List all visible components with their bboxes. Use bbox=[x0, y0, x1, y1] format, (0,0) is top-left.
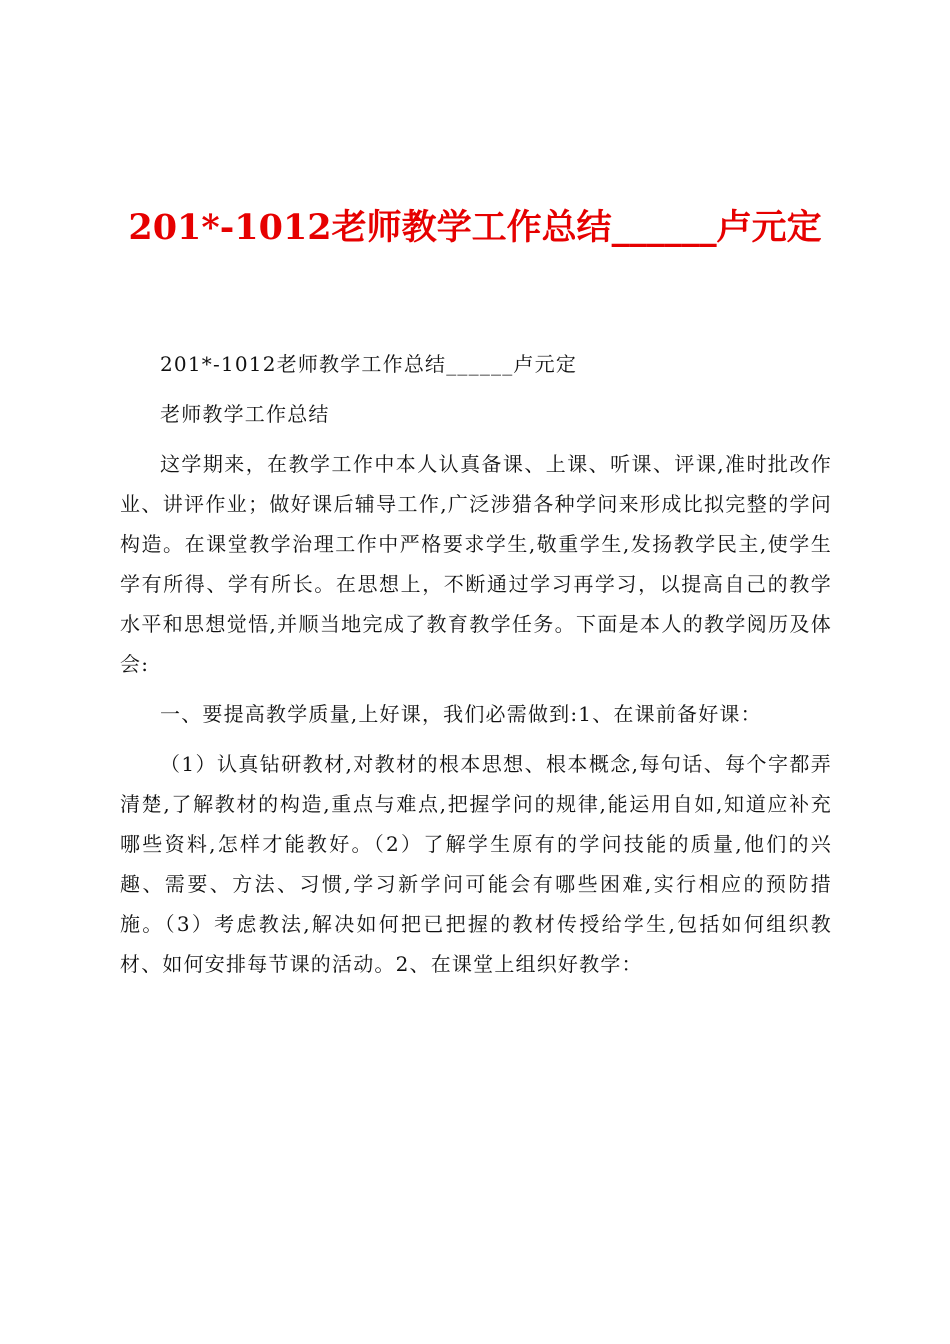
document-body bbox=[120, 344, 832, 994]
intro-paragraph: 这学期来，在教学工作中本人认真备课、上课、听课、评课,准时批改作业、讲评作业；做好课后辅导工作,广泛涉猎各种学问来形成比拟完整的学问构造。在课堂教学治理工作中严格要求学生,敬重学生,发扬教学民主,使学生学有所得、学有所长。在思想上，不断通过学习再学习，以提高自己的教学水平和思想觉悟,并顺当地完成了教育教学任务。下面是本人的教学阅历及体会: bbox=[120, 452, 832, 676]
point-one-heading: 一、要提高教学质量,上好课，我们必需做到:1、在课前备好课： bbox=[160, 702, 762, 726]
lesson-prep-paragraph: （1）认真钻研教材,对教材的根本思想、根本概念,每句话、每个字都弄清楚,了解教材的构造,重点与难点,把握学问的规律,能运用自如,知道应补充哪些资料,怎样才能教好。（2）了解学生原有的学问技能的质量,他们的兴趣、需要、方法、习惯,学习新学问可能会有哪些困难,实行相应的预防措施。（3）考虑教法,解决如何把已把握的教材传授给学生,包括如何组织教材、如何安排每节课的活动。2、在课堂上组织好教学： bbox=[120, 752, 832, 976]
subtitle-line: 201*-1012老师教学工作总结______卢元定 bbox=[160, 352, 578, 376]
document-title: 201*-1012老师教学工作总结______卢元定 bbox=[128, 207, 822, 248]
section-heading: 老师教学工作总结 bbox=[160, 402, 330, 426]
